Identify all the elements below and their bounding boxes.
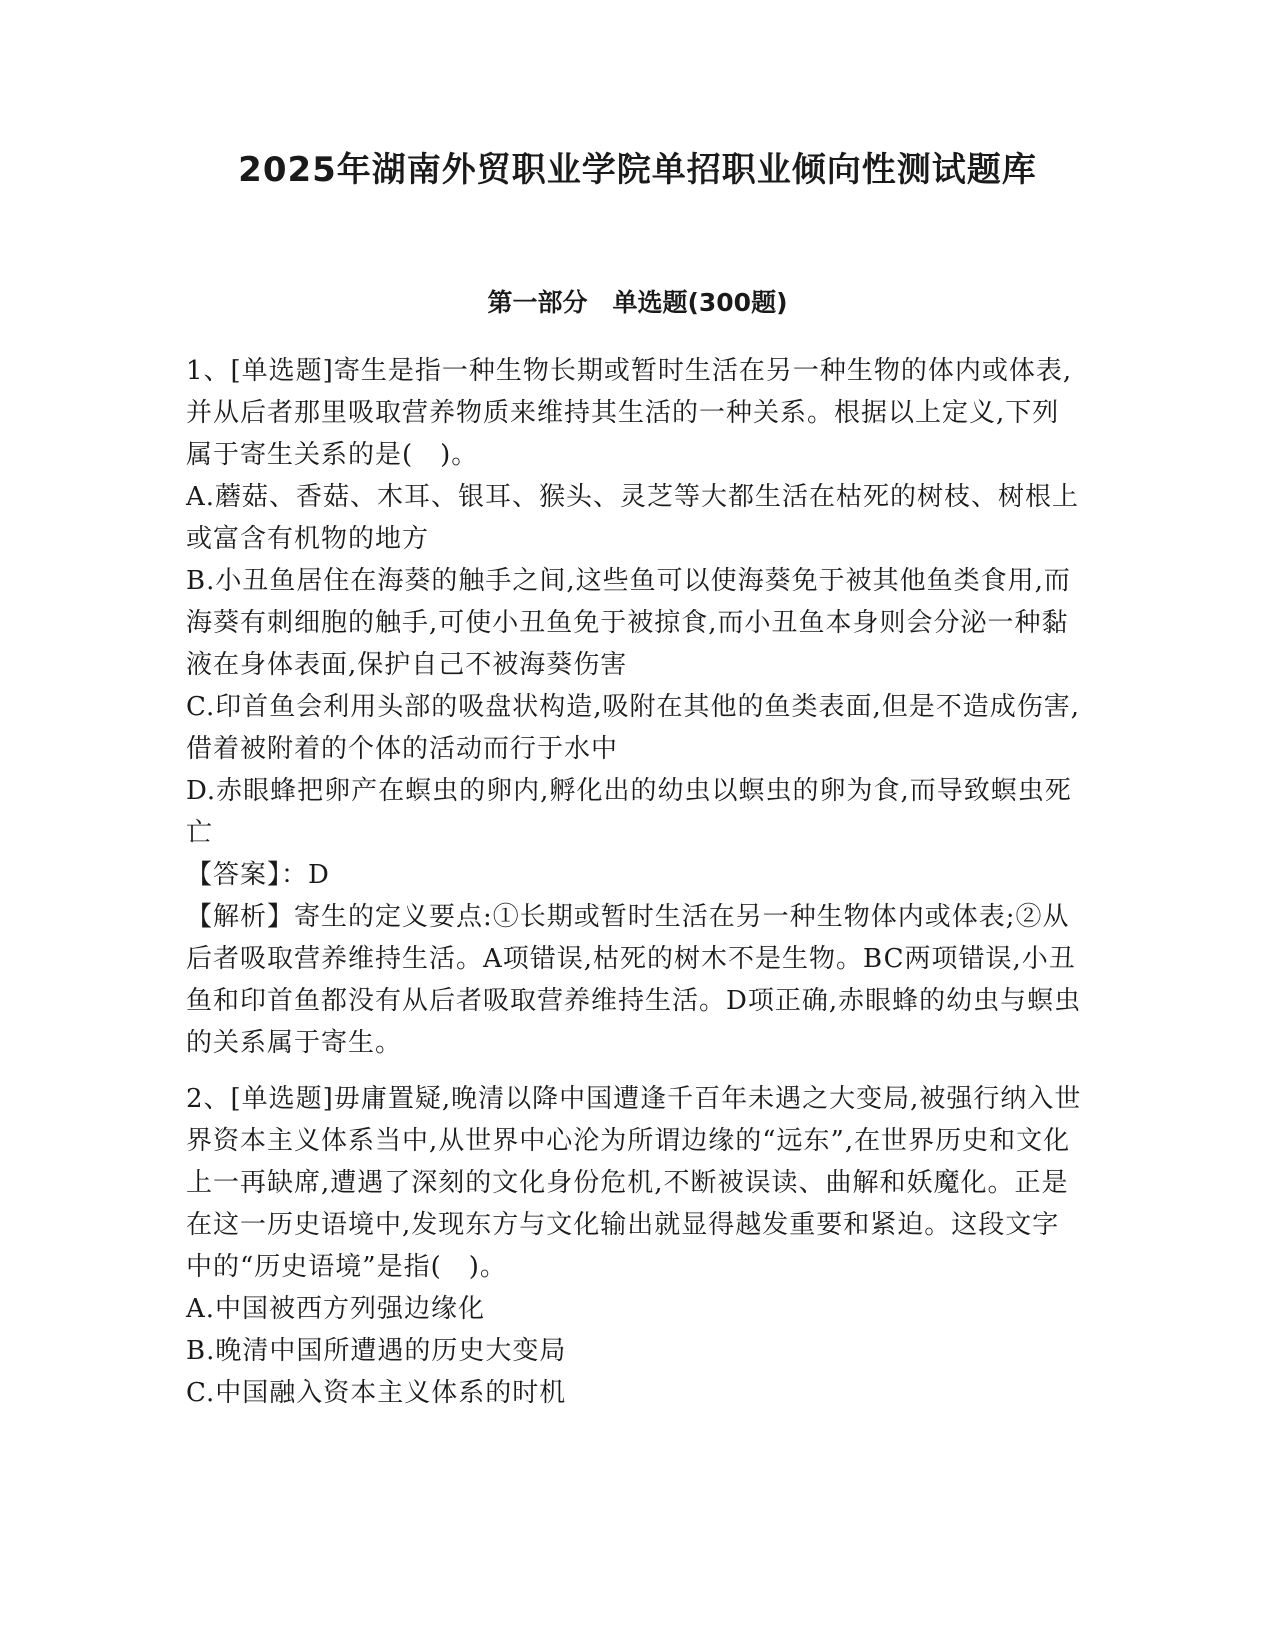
section-title: 第一部分 单选题(300题) xyxy=(487,288,788,317)
question-analysis: 【解析】寄生的定义要点:①长期或暂时生活在另一种生物体内或体表;②从后者吸取营养维持生活。A项错误,枯死的树木不是生物。BC两项错误,小丑鱼和印首鱼都没有从后者吸取营养维持生活。D项正确,赤眼蜂的幼虫与螟虫的关系属于寄生。 xyxy=(186,902,1082,1058)
question-option: B.晚清中国所遭遇的历史大变局 xyxy=(186,1336,567,1366)
question-answer: 【答案】：D xyxy=(186,860,330,890)
question-option: B.小丑鱼居住在海葵的触手之间,这些鱼可以使海葵免于被其他鱼类食用,而海葵有刺细胞的触手,可使小丑鱼免于被掠食,而小丑鱼本身则会分泌一种黏液在身体表面,保护自己不被海葵伤害 xyxy=(186,566,1071,680)
question-option: D.赤眼蜂把卵产在螟虫的卵内,孵化出的幼虫以螟虫的卵为食,而导致螟虫死亡 xyxy=(186,776,1072,848)
question-item xyxy=(186,350,1086,1064)
question-stem: 2、[单选题]毋庸置疑,晚清以降中国遭逢千百年未遇之大变局,被强行纳入世界资本主义体系当中,从世界中心沦为所谓边缘的“远东”,在世界历史和文化上一再缺席,遭遇了深刻的文化身份危机,不断被误读、曲解和妖魔化。正是在这一历史语境中,发现东方与文化输出就显得越发重要和紧迫。这段文字中的“历史语境”是指( )。 xyxy=(186,1084,1082,1282)
question-stem: 1、[单选题]寄生是指一种生物长期或暂时生活在另一种生物的体内或体表,并从后者那里吸取营养物质来维持其生活的一种关系。根据以上定义,下列属于寄生关系的是( )。 xyxy=(186,356,1073,470)
question-option: A.蘑菇、香菇、木耳、银耳、猴头、灵芝等大都生活在枯死的树枝、树根上或富含有机物的地方 xyxy=(186,482,1080,554)
question-option: A.中国被西方列强边缘化 xyxy=(186,1294,486,1324)
question-option: C.中国融入资本主义体系的时机 xyxy=(186,1378,567,1408)
question-item xyxy=(186,1078,1086,1414)
document-title: 2025年湖南外贸职业学院单招职业倾向性测试题库 xyxy=(238,150,1037,190)
question-option: C.印首鱼会利用头部的吸盘状构造,吸附在其他的鱼类表面,但是不造成伤害,借着被附着的个体的活动而行于水中 xyxy=(186,692,1081,764)
question-list xyxy=(186,350,1086,1414)
